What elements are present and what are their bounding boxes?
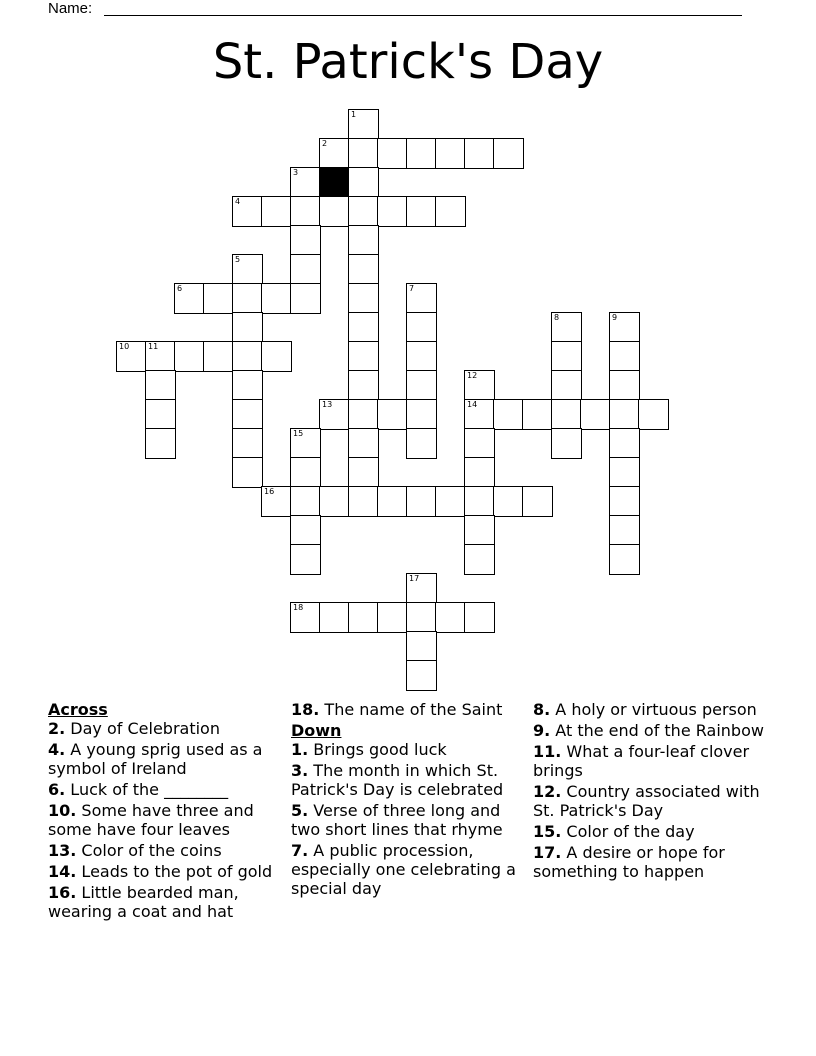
grid-cell[interactable]: [494, 139, 523, 168]
grid-cell[interactable]: [349, 429, 378, 458]
clue-number: 5: [235, 255, 241, 264]
grid-cell[interactable]: [291, 168, 320, 197]
grid-cell[interactable]: [581, 400, 610, 429]
grid-cell[interactable]: [610, 371, 639, 400]
grid-cell[interactable]: [204, 284, 233, 313]
page-title: St. Patrick's Day: [212, 34, 604, 90]
clue-number: 11: [148, 342, 159, 351]
grid-cell[interactable]: [407, 400, 436, 429]
grid-cell[interactable]: [291, 487, 320, 516]
grid-cell[interactable]: [349, 226, 378, 255]
grid-cell[interactable]: [494, 400, 523, 429]
grid-cell[interactable]: [407, 342, 436, 371]
grid-cell[interactable]: [378, 487, 407, 516]
grid-cell[interactable]: [320, 139, 349, 168]
grid-cell[interactable]: [465, 487, 494, 516]
clue-number: 8: [554, 313, 560, 322]
clue-down-12: 12. Country associated with St. Patrick's Day: [533, 782, 760, 820]
grid-cell[interactable]: [465, 400, 494, 429]
clue-number: 2: [322, 139, 328, 148]
grid-cell[interactable]: [291, 458, 320, 487]
grid-cell[interactable]: [639, 400, 668, 429]
grid-cell[interactable]: [291, 197, 320, 226]
grid-cell[interactable]: [378, 197, 407, 226]
grid-cell[interactable]: [436, 139, 465, 168]
grid-cell[interactable]: [349, 197, 378, 226]
grid-cell[interactable]: [349, 168, 378, 197]
grid-cell[interactable]: [610, 516, 639, 545]
grid-cell[interactable]: [349, 313, 378, 342]
clue-column-2: [291, 700, 526, 900]
grid-cell[interactable]: [552, 313, 581, 342]
clue-down-9: 9. At the end of the Rainbow: [533, 721, 764, 740]
grid-cell[interactable]: [262, 487, 291, 516]
clue-column-1: [48, 700, 278, 923]
grid-cell[interactable]: [407, 429, 436, 458]
clue-across-2: 2. Day of Celebration: [48, 719, 220, 738]
clue-number: 16: [264, 487, 275, 496]
grid-cell[interactable]: [146, 429, 175, 458]
grid-cell[interactable]: [465, 458, 494, 487]
clue-down-11: 11. What a four-leaf clover brings: [533, 742, 750, 780]
grid-cell[interactable]: [349, 400, 378, 429]
grid-cell[interactable]: [610, 342, 639, 371]
grid-cell[interactable]: [233, 284, 262, 313]
grid-cell[interactable]: [407, 284, 436, 313]
clue-across-4: 4. A young sprig used as a symbol of Ireland: [48, 740, 263, 778]
grid-cell[interactable]: [349, 110, 378, 139]
name-label: Name:: [48, 0, 93, 17]
clue-number: 17: [409, 574, 420, 583]
grid-cell[interactable]: [465, 516, 494, 545]
grid-cell[interactable]: [349, 458, 378, 487]
grid-cell[interactable]: [320, 603, 349, 632]
grid-cell[interactable]: [610, 458, 639, 487]
grid-cell[interactable]: [407, 632, 436, 661]
clue-number: 18: [293, 603, 304, 612]
clue-across-18: 18. The name of the Saint: [291, 700, 503, 719]
grid-cell[interactable]: [465, 139, 494, 168]
grid-cell[interactable]: [146, 371, 175, 400]
clue-number: 4: [235, 197, 241, 206]
grid-cell[interactable]: [320, 400, 349, 429]
across-heading: Across: [48, 700, 108, 719]
grid-cell[interactable]: [407, 197, 436, 226]
grid-cell[interactable]: [436, 487, 465, 516]
grid-cell[interactable]: [610, 429, 639, 458]
grid-cell[interactable]: [320, 487, 349, 516]
grid-cell[interactable]: [291, 603, 320, 632]
grid-cell[interactable]: [465, 371, 494, 400]
clue-column-3: [533, 700, 768, 883]
clue-across-10: 10. Some have three and some have four leaves: [48, 801, 254, 839]
grid-cell[interactable]: [291, 226, 320, 255]
grid-cell[interactable]: [523, 487, 552, 516]
clue-number: 9: [612, 313, 618, 322]
clue-down-7: 7. A public procession, especially one celebrating a special day: [291, 841, 516, 898]
grid-cell[interactable]: [291, 516, 320, 545]
grid-cell[interactable]: [610, 400, 639, 429]
clue-number: 6: [177, 284, 183, 293]
clue-number: 13: [322, 400, 333, 409]
grid-cell[interactable]: [233, 197, 262, 226]
grid-cell[interactable]: [610, 313, 639, 342]
grid-cell[interactable]: [407, 603, 436, 632]
grid-cell[interactable]: [233, 458, 262, 487]
clue-across-13: 13. Color of the coins: [48, 841, 222, 860]
grid-cell[interactable]: [552, 342, 581, 371]
clue-down-15: 15. Color of the day: [533, 822, 695, 841]
clue-across-6: 6. Luck of the ________: [48, 780, 229, 799]
grid-cell[interactable]: [407, 371, 436, 400]
clue-number: 14: [467, 400, 478, 409]
grid-cell[interactable]: [349, 603, 378, 632]
grid-cell[interactable]: [204, 342, 233, 371]
grid-cell[interactable]: [407, 574, 436, 603]
grid-cell[interactable]: [175, 284, 204, 313]
grid-cell[interactable]: [349, 342, 378, 371]
grid-cell[interactable]: [610, 545, 639, 574]
grid-cell[interactable]: [146, 400, 175, 429]
grid-cell[interactable]: [552, 400, 581, 429]
clue-number: 15: [293, 429, 304, 438]
clue-across-16: 16. Little bearded man, wearing a coat and hat: [48, 883, 239, 921]
clue-down-3: 3. The month in which St. Patrick's Day is celebrated: [291, 761, 504, 799]
clue-number: 7: [409, 284, 415, 293]
grid-cell[interactable]: [262, 284, 291, 313]
grid-cell[interactable]: [233, 255, 262, 284]
grid-cell[interactable]: [407, 313, 436, 342]
grid-cell[interactable]: [320, 197, 349, 226]
grid-cell[interactable]: [175, 342, 204, 371]
down-heading: Down: [291, 721, 342, 740]
grid-cell[interactable]: [233, 342, 262, 371]
grid-cell[interactable]: [349, 255, 378, 284]
grid-cell[interactable]: [349, 139, 378, 168]
grid-cell[interactable]: [378, 400, 407, 429]
grid-cell[interactable]: [465, 429, 494, 458]
grid-cell[interactable]: [233, 371, 262, 400]
grid-cell[interactable]: [291, 429, 320, 458]
grid-cell[interactable]: [378, 139, 407, 168]
grid-cell[interactable]: [262, 197, 291, 226]
grid-cell[interactable]: [407, 487, 436, 516]
grid-cell[interactable]: [233, 400, 262, 429]
grid-cell[interactable]: [552, 371, 581, 400]
grid-cell[interactable]: [349, 371, 378, 400]
clue-number: 10: [119, 342, 130, 351]
grid-cell[interactable]: [378, 603, 407, 632]
grid-cell[interactable]: [465, 545, 494, 574]
grid-cell[interactable]: [262, 342, 291, 371]
clue-number: 1: [351, 110, 357, 119]
clue-down-1: 1. Brings good luck: [291, 740, 447, 759]
grid-cell[interactable]: [552, 429, 581, 458]
clue-number: 3: [293, 168, 299, 177]
grid-cell[interactable]: [117, 342, 146, 371]
grid-cell[interactable]: [291, 545, 320, 574]
grid-cell[interactable]: [523, 400, 552, 429]
grid-cell[interactable]: [610, 487, 639, 516]
grid-cell[interactable]: [146, 342, 175, 371]
grid-cell[interactable]: [407, 661, 436, 690]
grid-cell[interactable]: [233, 429, 262, 458]
grid-cell[interactable]: [407, 139, 436, 168]
clue-down-17: 17. A desire or hope for something to happen: [533, 843, 725, 881]
clue-down-8: 8. A holy or virtuous person: [533, 700, 757, 719]
grid-cell[interactable]: [465, 603, 494, 632]
clue-down-5: 5. Verse of three long and two short lines that rhyme: [291, 801, 503, 839]
grid-cell[interactable]: [349, 487, 378, 516]
grid-cell[interactable]: [349, 284, 378, 313]
grid-cell[interactable]: [233, 313, 262, 342]
grid-cell[interactable]: [494, 487, 523, 516]
grid-cell[interactable]: [291, 255, 320, 284]
grid-cell-black: [320, 168, 349, 197]
grid-cell[interactable]: [291, 284, 320, 313]
grid-cell[interactable]: [436, 197, 465, 226]
clue-across-14: 14. Leads to the pot of gold: [48, 862, 273, 881]
grid-cell[interactable]: [436, 603, 465, 632]
clue-number: 12: [467, 371, 478, 380]
